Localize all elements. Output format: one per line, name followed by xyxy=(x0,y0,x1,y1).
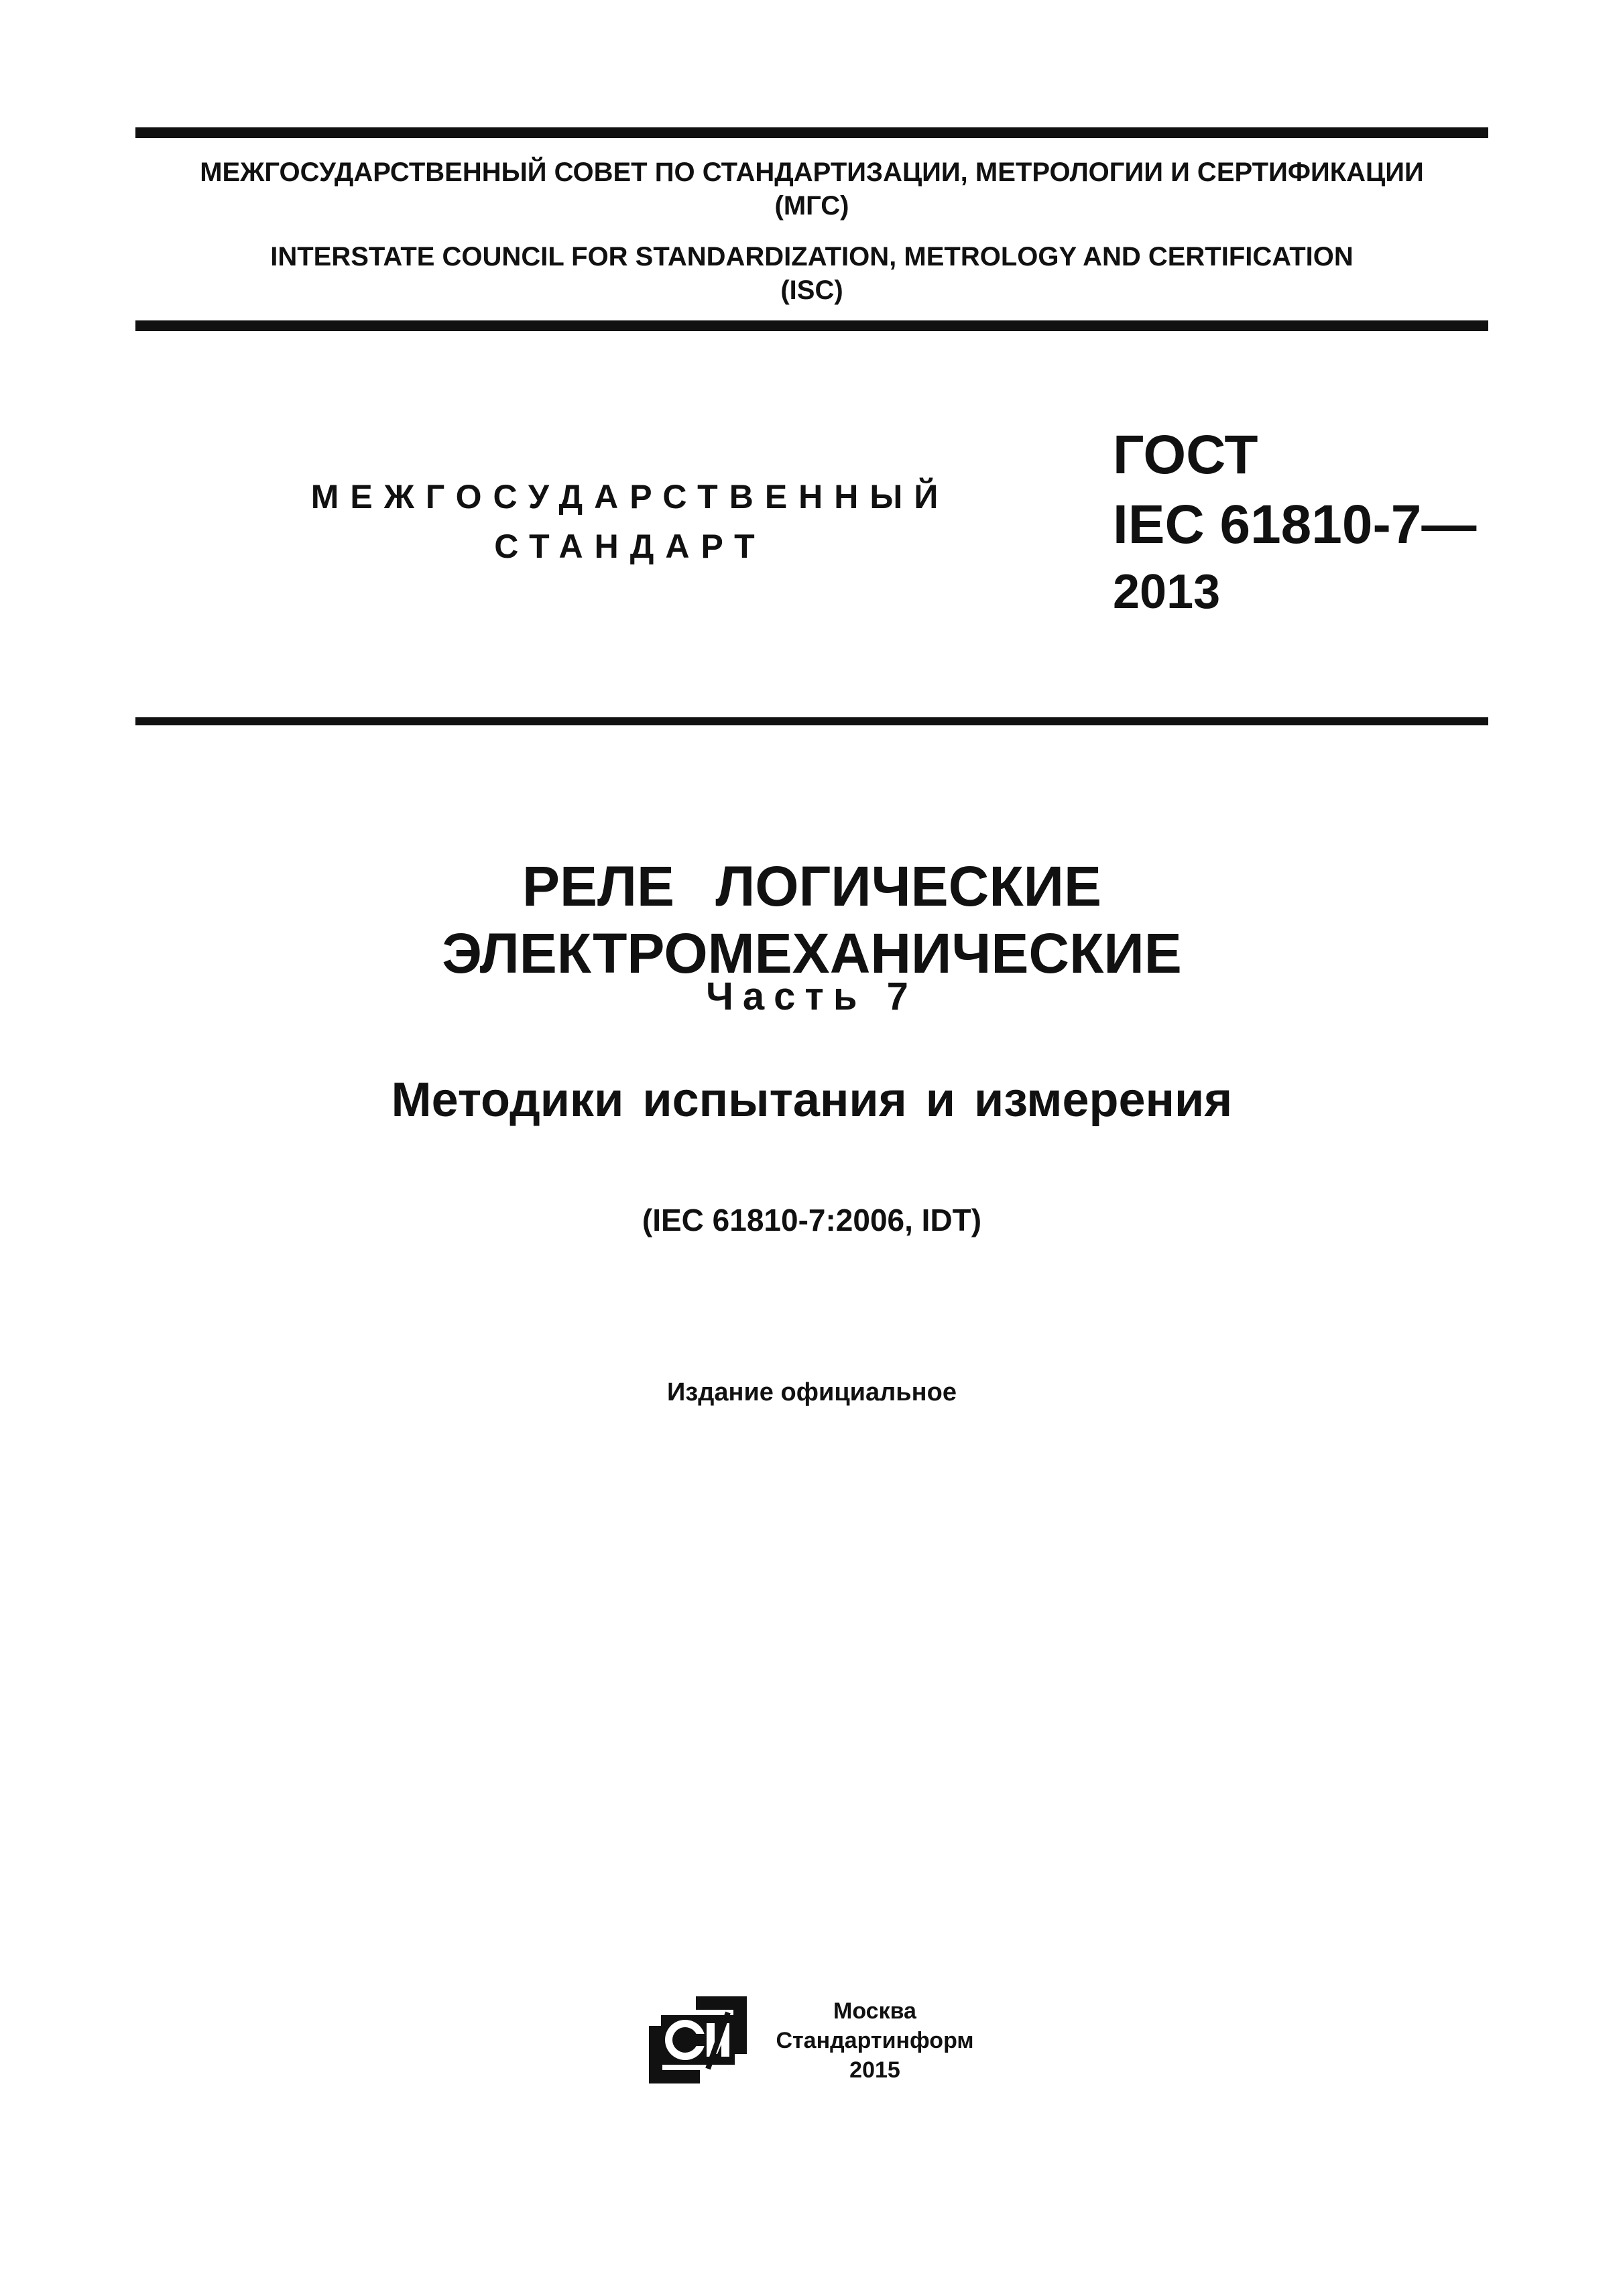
council-abbr-en: (ISC) xyxy=(780,276,843,305)
standard-designation-gost: ГОСТ xyxy=(1113,424,1258,485)
top-rule xyxy=(135,127,1488,138)
publication-year: 2015 xyxy=(849,2057,900,2083)
edition-label: Издание официальное xyxy=(667,1378,957,1406)
title-rule xyxy=(135,717,1488,725)
part-number: Часть 7 xyxy=(706,975,918,1018)
publisher-city: Москва xyxy=(833,1998,916,2024)
iec-reference: (IEC 61810-7:2006, IDT) xyxy=(642,1203,982,1237)
publisher-imprint xyxy=(764,1996,985,2085)
council-abbr-ru: (МГС) xyxy=(774,191,849,221)
publisher-name: Стандартинформ xyxy=(776,2028,974,2053)
standard-type-line-1: МЕЖГОСУДАРСТВЕННЫЙ xyxy=(310,478,950,516)
standard-designation-number: IEC 61810-7— xyxy=(1113,494,1477,555)
header-rule xyxy=(135,320,1488,331)
document-subtitle: Методики испытания и измерения xyxy=(391,1073,1233,1127)
standard-type-line-2: СТАНДАРТ xyxy=(494,528,766,565)
standard-designation-year: 2013 xyxy=(1113,565,1221,619)
council-name-en: INTERSTATE COUNCIL FOR STANDARDIZATION, METROLOGY AND CERTIFICATION xyxy=(270,242,1354,271)
document-title: РЕЛЕ ЛОГИЧЕСКИЕ ЭЛЕКТРОМЕХАНИЧЕСКИЕ xyxy=(442,855,1182,985)
council-name-ru: МЕЖГОСУДАРСТВЕННЫЙ СОВЕТ ПО СТАНДАРТИЗАЦИИ, МЕТРОЛОГИИ И СЕРТИФИКАЦИИ xyxy=(200,158,1424,187)
standartinform-logo-icon xyxy=(649,1996,747,2083)
